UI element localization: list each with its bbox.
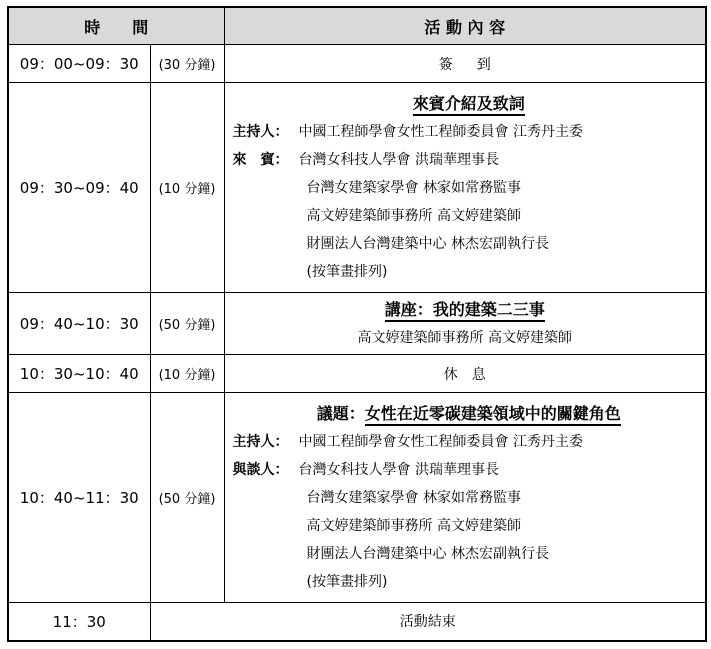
host-name: 中國工程師學會女性工程師委員會 江秀丹主委	[298, 433, 583, 450]
activity-column-header: 活 動 內 容	[224, 7, 706, 45]
time-cell: 09：30~09：40	[8, 83, 150, 293]
table-row	[8, 45, 706, 83]
guest-name: 高文婷建築師事務所 高文婷建築師	[306, 207, 521, 224]
duration-cell: (10 分鐘)	[150, 83, 224, 293]
host-line	[233, 428, 706, 456]
guest-name: 財團法人台灣建築中心 林杰宏副執行長	[306, 235, 549, 252]
title-text: 女性在近零碳建築領域中的關鍵角色	[365, 404, 621, 426]
guest-line	[233, 146, 706, 174]
activity-cell	[224, 45, 706, 83]
guest-name: 台灣女建築家學會 林家如常務監事	[306, 179, 521, 196]
guest-name: 台灣女科技人學會 洪瑞華理事長	[298, 151, 499, 168]
order-note: (按筆畫排列)	[306, 263, 388, 280]
table-row	[8, 293, 706, 355]
table-row	[8, 355, 706, 393]
activity-cell: 活動結束	[150, 603, 706, 641]
activity-cell	[224, 293, 706, 355]
session-title: 講座：我的建築二三事	[225, 296, 706, 324]
schedule-container	[7, 6, 707, 642]
duration-cell: (30 分鐘)	[150, 45, 224, 83]
schedule-table	[7, 6, 707, 642]
host-label: 主持人：	[232, 123, 289, 140]
panelist-name: 台灣女科技人學會 洪瑞華理事長	[298, 461, 499, 478]
title-prefix: 議題：	[316, 403, 365, 423]
time-cell: 09：40~10：30	[8, 293, 150, 355]
host-label: 主持人：	[232, 433, 289, 450]
activity-cell	[224, 393, 706, 603]
panelist-name: 高文婷建築師事務所 高文婷建築師	[306, 517, 521, 534]
time-column-header: 時 間	[8, 7, 224, 45]
panelist-name: 台灣女建築家學會 林家如常務監事	[306, 489, 521, 506]
duration-cell: (50 分鐘)	[150, 393, 224, 603]
guest-label: 來 賓：	[232, 151, 289, 168]
time-cell: 11：30	[8, 603, 150, 641]
panel-line	[233, 456, 706, 484]
time-cell: 10：30~10：40	[8, 355, 150, 393]
time-cell: 10：40~11：30	[8, 393, 150, 603]
host-name: 中國工程師學會女性工程師委員會 江秀丹主委	[298, 123, 583, 140]
table-header-row	[8, 7, 706, 45]
session-title	[233, 400, 706, 428]
panelist-name: 財團法人台灣建築中心 林杰宏副執行長	[306, 545, 549, 562]
panel-label: 與談人：	[232, 461, 289, 478]
activity-cell	[224, 83, 706, 293]
duration-cell: (10 分鐘)	[150, 355, 224, 393]
table-row	[8, 603, 706, 641]
session-title: 來賓介紹及致詞	[233, 90, 706, 118]
activity-cell: 休 息	[224, 355, 706, 393]
table-row	[8, 83, 706, 293]
table-row	[8, 393, 706, 603]
activity-text: 簽到	[438, 56, 515, 73]
speaker-name: 高文婷建築師事務所 高文婷建築師	[357, 329, 572, 346]
order-note: (按筆畫排列)	[306, 573, 388, 590]
host-line	[233, 118, 706, 146]
time-cell: 09：00~09：30	[8, 45, 150, 83]
duration-cell: (50 分鐘)	[150, 293, 224, 355]
